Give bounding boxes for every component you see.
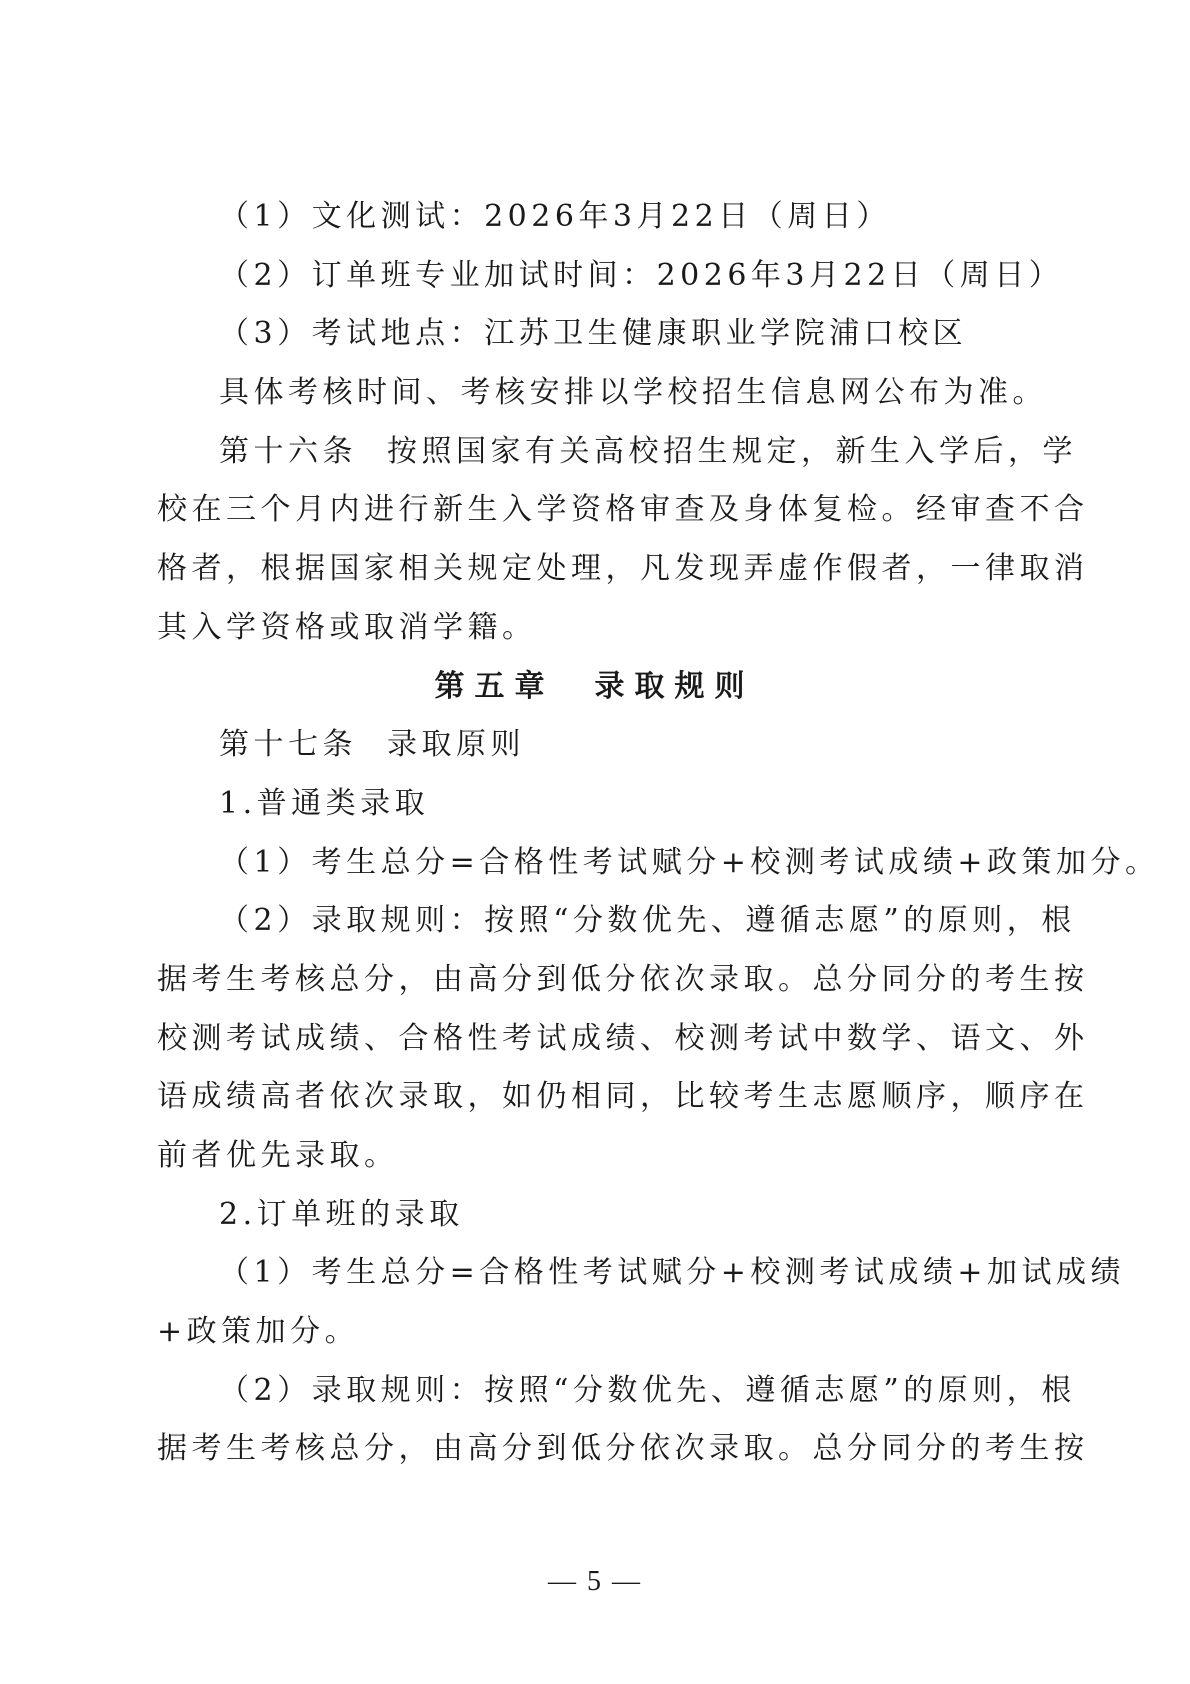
exam-location-line: （3）考试地点：江苏卫生健康职业学院浦口校区 [219, 316, 968, 352]
article-17-title: 录取原则 [387, 727, 525, 763]
article-16-text: 按照国家有关高校招生规定，新生入学后，学 [387, 433, 1077, 469]
article-16-line-4: 其入学资格或取消学籍。 [157, 609, 537, 645]
chapter-heading [157, 658, 1032, 717]
article-16-line-2: 校在三个月内进行新生入学资格审查及身体复检。经审查不合 [157, 492, 1089, 528]
section-2-item-2-line-2: 据考生考核总分，由高分到低分依次录取。总分同分的考生按 [157, 1431, 1089, 1467]
exam-date-extra-test-line: （2）订单班专业加试时间：2026年3月22日（周日） [219, 257, 1064, 293]
section-2-item-1-line-1: （1）考生总分=合格性考试赋分+校测考试成绩+加试成绩 [219, 1255, 1125, 1291]
page-number: — 5 — [548, 1566, 642, 1597]
schedule-note-line: 具体考核时间、考核安排以学校招生信息网公布为准。 [219, 375, 1047, 411]
chapter-number: 第五章 [434, 668, 555, 704]
article-17-label: 第十七条 [219, 727, 357, 763]
section-1-heading: 1.普通类录取 [219, 785, 430, 821]
section-1-item-2-line-3: 校测考试成绩、合格性考试成绩、校测考试中数学、语文、外 [157, 1020, 1089, 1056]
article-16-first-line [157, 423, 1077, 482]
article-17-line [157, 716, 1032, 775]
section-1-item-2-line-5: 前者优先录取。 [157, 1138, 399, 1173]
section-1-item-2-line-2: 据考生考核总分，由高分到低分依次录取。总分同分的考生按 [157, 961, 1089, 997]
section-1-item-2-line-4: 语成绩高者依次录取，如仍相同，比较考生志愿顺序，顺序在 [157, 1079, 1089, 1115]
section-1-item-1: （1）考生总分=合格性考试赋分+校测考试成绩+政策加分。 [219, 844, 1160, 880]
section-1-item-2-line-1: （2）录取规则：按照“分数优先、遵循志愿”的原则，根 [219, 903, 1076, 939]
article-16-line-3: 格者，根据国家相关规定处理，凡发现弄虚作假者，一律取消 [157, 551, 1089, 587]
chapter-title: 录取规则 [594, 668, 755, 704]
section-2-heading: 2.订单班的录取 [219, 1196, 464, 1232]
exam-date-culture-line: （1）文化测试：2026年3月22日（周日） [219, 199, 891, 234]
article-16-label: 第十六条 [219, 433, 357, 469]
section-2-item-1-line-2: +政策加分。 [157, 1314, 360, 1350]
section-2-item-2-line-1: （2）录取规则：按照“分数优先、遵循志愿”的原则，根 [219, 1372, 1076, 1408]
document-body [157, 188, 1160, 1479]
